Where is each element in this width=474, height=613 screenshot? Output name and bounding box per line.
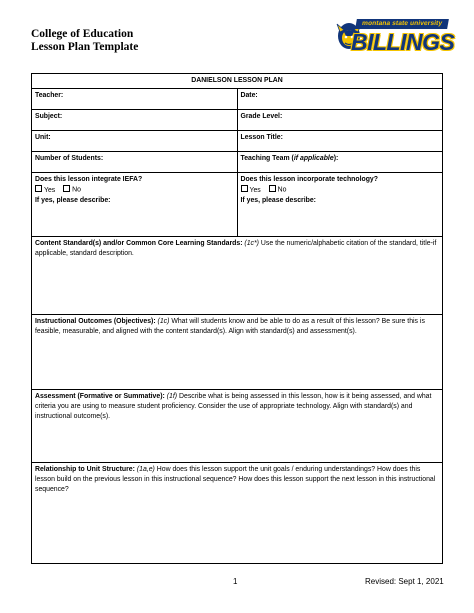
grade-level-field[interactable]: Grade Level: — [237, 110, 443, 131]
standards-section[interactable] — [32, 237, 443, 315]
revision-date: Revised: Sept 1, 2021 — [365, 577, 444, 586]
number-of-students-field[interactable]: Number of Students: — [32, 152, 238, 173]
technology-describe-label: If yes, please describe: — [240, 196, 316, 204]
logo-university-text: montana state university — [355, 19, 449, 29]
technology-no-label: No — [277, 186, 287, 194]
assessment-code: (1f) — [166, 393, 178, 400]
teaching-team-qualifier: if applicable — [293, 155, 334, 162]
outcomes-section[interactable] — [32, 315, 443, 390]
assessment-instructions: Describe what is being assessed in this lesson, how is it being assessed, and what criteria you are using to measure student proficiency. Consider the use of appropriate technology. Align with standard(s) and instructional outcome(s). — [35, 393, 432, 420]
table-title: DANIELSON LESSON PLAN — [32, 74, 443, 89]
logo-billings-text: BILLINGS — [351, 29, 455, 55]
relationship-instructions: How does this lesson support the unit goals / enduring understandings? How does this lesson build on the previous lesson in this instructional sequence? How does this lesson support the next lesson in this instructional sequence? — [35, 466, 436, 493]
iefa-describe-label: If yes, please describe: — [35, 196, 111, 204]
technology-no-checkbox[interactable] — [269, 185, 276, 192]
technology-yes-label: Yes — [249, 186, 261, 194]
relationship-section[interactable] — [32, 463, 443, 564]
standards-code: (1c*) — [244, 240, 259, 247]
title-line-college: College of Education — [31, 28, 134, 40]
technology-yes-checkbox[interactable] — [241, 185, 248, 192]
document-title — [31, 28, 138, 54]
iefa-yes-checkbox[interactable] — [35, 185, 42, 192]
outcomes-code: (1c) — [157, 318, 170, 325]
standards-instructions: Use the numeric/alphabetic citation of the standard, title-if applicable, standard description. — [35, 240, 437, 257]
teaching-team-label-end: ): — [333, 155, 339, 162]
teaching-team-field[interactable] — [237, 152, 443, 173]
teaching-team-label: Teaching Team ( — [240, 155, 294, 162]
iefa-question: Does this lesson integrate IEFA? — [35, 176, 143, 183]
relationship-label: Relationship to Unit Structure: — [35, 466, 135, 473]
iefa-cell[interactable] — [32, 173, 238, 237]
subject-field[interactable]: Subject: — [32, 110, 238, 131]
technology-cell[interactable] — [237, 173, 443, 237]
iefa-no-checkbox[interactable] — [63, 185, 70, 192]
relationship-code: (1a,e) — [136, 466, 155, 473]
iefa-yes-label: Yes — [44, 186, 56, 194]
technology-options — [241, 185, 440, 196]
msu-billings-logo — [334, 18, 455, 58]
assessment-section[interactable] — [32, 390, 443, 463]
teacher-field[interactable]: Teacher: — [32, 89, 238, 110]
standards-label: Content Standard(s) and/or Common Core Learning Standards: — [35, 240, 243, 247]
outcomes-instructions: What will students know and be able to do as a result of this lesson? Be sure this is feasible, measurable, and aligned with the content standard(s). Align with standard(s) and assessment(s). — [35, 318, 425, 335]
lesson-title-field[interactable]: Lesson Title: — [237, 131, 443, 152]
assessment-label: Assessment (Formative or Summative): — [35, 393, 165, 400]
iefa-options — [35, 185, 234, 196]
page-number: 1 — [233, 577, 238, 586]
unit-field[interactable]: Unit: — [32, 131, 238, 152]
technology-question: Does this lesson incorporate technology? — [240, 176, 378, 183]
iefa-no-label: No — [72, 186, 81, 194]
outcomes-label: Instructional Outcomes (Objectives): — [35, 318, 156, 325]
lesson-plan-table — [31, 73, 443, 564]
title-line-template: Lesson Plan Template — [31, 41, 139, 53]
date-field[interactable]: Date: — [237, 89, 443, 110]
